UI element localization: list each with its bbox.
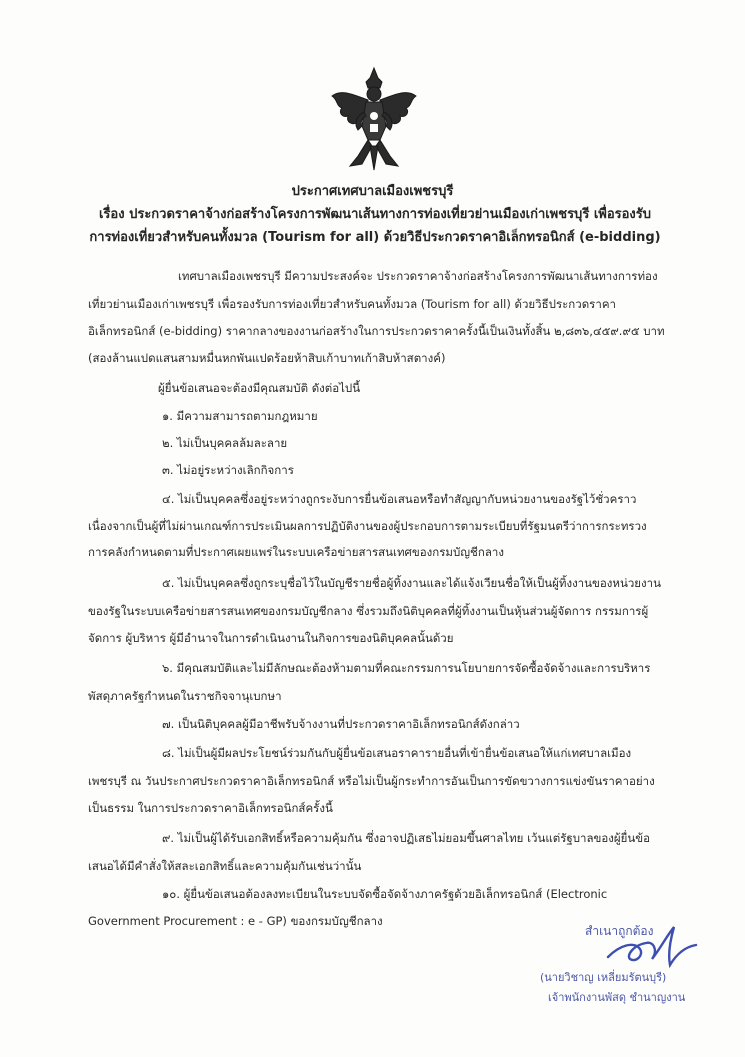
qualification-item: ๙. ไม่เป็นผู้ได้รับเอกสิทธิ์หรือความคุ้มกัน ซึ่งอาจปฏิเสธไม่ยอมขึ้นศาลไทย เว้นแต่รัฐบาลของผู้ยื่นข้อ [162, 831, 651, 845]
qualification-item-cont: พัสดุภาครัฐกำหนดในราชกิจจานุเบกษา [88, 689, 282, 703]
subject-line: การท่องเที่ยวสำหรับคนทั้งมวล (Tourism for all) ด้วยวิธีประกวดราคาอิเล็กทรอนิกส์ (e-bidding) [89, 230, 661, 245]
garuda-emblem-icon [328, 66, 420, 172]
announcement-title: ประกาศเทศบาลเมืองเพชรบุรี [291, 184, 454, 199]
qualification-item: ๕. ไม่เป็นบุคคลซึ่งถูกระบุชื่อไว้ในบัญชีรายชื่อผู้ทิ้งงานและได้แจ้งเวียนชื่อให้เป็นผู้ทิ้งงานของหน่วยงาน [162, 576, 661, 590]
qualification-item-cont: การคลังกำหนดตามที่ประกาศเผยแพร่ในระบบเครือข่ายสารสนเทศของกรมบัญชีกลาง [88, 545, 504, 559]
handwritten-signature-icon [600, 915, 710, 975]
qualification-item-cont: เพชรบุรี ณ วันประกาศประกวดราคาอิเล็กทรอนิกส์ หรือไม่เป็นผู้กระทำการอันเป็นการขัดขวางการแข่งขันราคาอย่าง [88, 774, 655, 788]
qualification-item: ๓. ไม่อยู่ระหว่างเลิกกิจการ [162, 463, 294, 477]
signatory-name: (นายวิชาญ เหลี่ยมรัตนบุรี) [540, 971, 667, 984]
qualification-item: ๘. ไม่เป็นผู้มีผลประโยชน์ร่วมกันกับผู้ยื่นข้อเสนอราคารายอื่นที่เข้ายื่นข้อเสนอให้แก่เทศบาลเมือง [162, 746, 632, 760]
qualification-item: ๖. มีคุณสมบัติและไม่มีลักษณะต้องห้ามตามที่คณะกรรมการนโยบายการจัดซื้อจัดจ้างและการบริหาร [162, 661, 651, 675]
qualification-item: ๒. ไม่เป็นบุคคลล้มละลาย [162, 436, 288, 450]
announcement-subject [80, 203, 670, 249]
qualification-item-cont: เสนอได้มีคำสั่งให้สละเอกสิทธิ์และความคุ้มกันเช่นว่านั้น [88, 859, 362, 873]
intro-paragraph-line: อิเล็กทรอนิกส์ (e-bidding) ราคากลางของงานก่อสร้างในการประกวดราคาครั้งนี้เป็นเงินทั้งสิ้น ๒,๘๓๖,๔๕๙.๙๕ บาท [88, 324, 665, 338]
qualifications-heading: ผู้ยื่นข้อเสนอจะต้องมีคุณสมบัติ ดังต่อไปนี้ [158, 381, 361, 395]
qualification-item: ๗. เป็นนิติบุคคลผู้มีอาชีพรับจ้างงานที่ประกวดราคาอิเล็กทรอนิกส์ดังกล่าว [162, 717, 520, 731]
qualification-item-cont: Government Procurement : e - GP) ของกรมบัญชีกลาง [88, 914, 383, 928]
qualification-item-cont: เนื่องจากเป็นผู้ที่ไม่ผ่านเกณฑ์การประเมินผลการปฏิบัติงานของผู้ประกอบการตามระเบียบที่รัฐมนตรีว่าการกระทรวง [88, 519, 647, 533]
qualification-item: ๑๐. ผู้ยื่นข้อเสนอต้องลงทะเบียนในระบบจัดซื้อจัดจ้างภาครัฐด้วยอิเล็กทรอนิกส์ (Electronic [162, 887, 608, 901]
qualification-item: ๔. ไม่เป็นบุคคลซึ่งอยู่ระหว่างถูกระงับการยื่นข้อเสนอหรือทำสัญญากับหน่วยงานของรัฐไว้ชั่วคราว [162, 492, 637, 506]
qualification-item-cont: จัดการ ผู้บริหาร ผู้มีอำนาจในการดำเนินงานในกิจการของนิติบุคคลนั้นด้วย [88, 631, 454, 645]
qualification-item-cont: ของรัฐในระบบเครือข่ายสารสนเทศของกรมบัญชีกลาง ซึ่งรวมถึงนิติบุคคลที่ผู้ทิ้งงานเป็นหุ้นส่วนผู้จัดการ กรรมการผู้ [88, 604, 649, 618]
intro-paragraph-line: (สองล้านแปดแสนสามหมื่นหกพันแปดร้อยห้าสิบเก้าบาทเก้าสิบห้าสตางค์) [88, 351, 446, 365]
intro-paragraph-line: เที่ยวย่านเมืองเก่าเพชรบุรี เพื่อรองรับการท่องเที่ยวสำหรับคนทั้งมวล (Tourism for all) ด้วยวิธีประกวดราคา [88, 297, 616, 311]
intro-paragraph-line: เทศบาลเมืองเพชรบุรี มีความประสงค์จะ ประกวดราคาจ้างก่อสร้างโครงการพัฒนาเส้นทางการท่อง [178, 269, 658, 283]
qualification-item-cont: เป็นธรรม ในการประกวดราคาอิเล็กทรอนิกส์ครั้งนี้ [88, 801, 333, 815]
signatory-position: เจ้าพนักงานพัสดุ ชำนาญงาน [548, 991, 686, 1004]
subject-line: เรื่อง ประกวดราคาจ้างก่อสร้างโครงการพัฒนาเส้นทางการท่องเที่ยวย่านเมืองเก่าเพชรบุรี เพื่อรองรับ [98, 207, 652, 222]
qualification-item: ๑. มีความสามารถตามกฎหมาย [162, 409, 318, 423]
certified-copy-stamp: สำเนาถูกต้อง [585, 924, 654, 938]
